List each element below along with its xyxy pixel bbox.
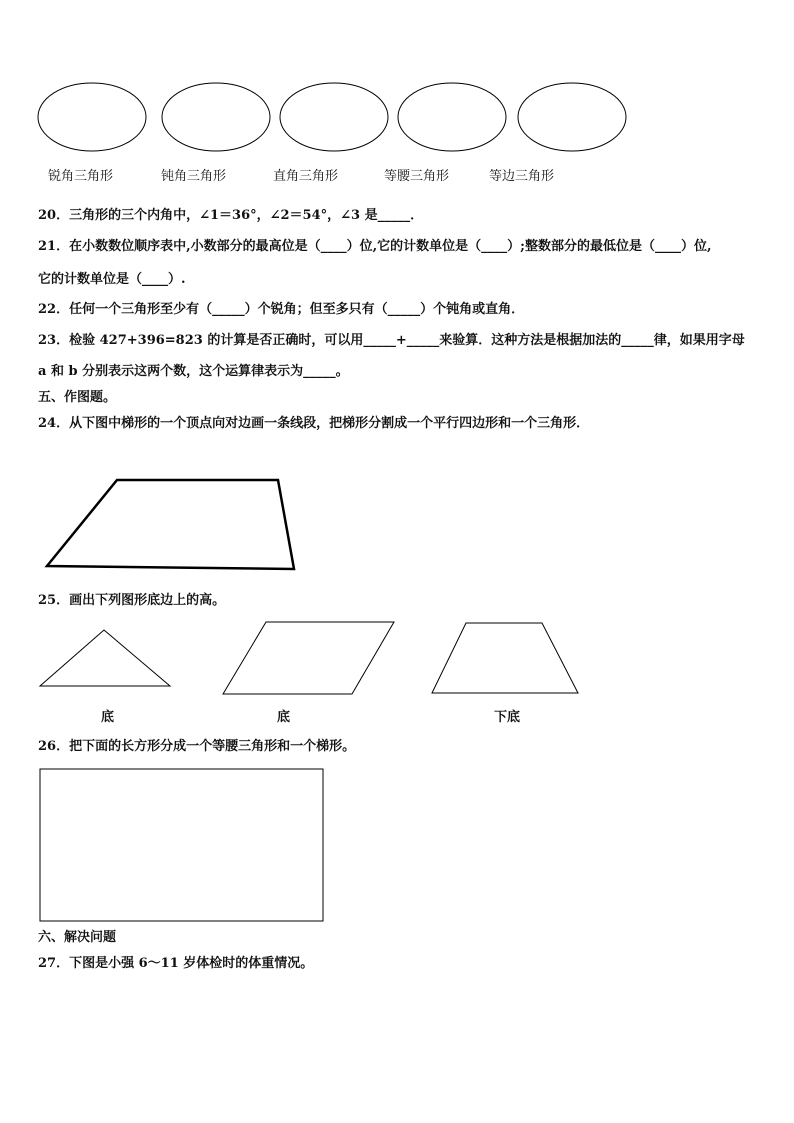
label-equilateral-triangle: 等边三角形 — [489, 169, 555, 184]
label-isosceles-triangle: 等腰三角形 — [384, 169, 450, 184]
question-27: 27．下图是小强 6～11 岁体检时的体重情况。 — [38, 956, 314, 971]
label-lower-base-trapezoid: 下底 — [494, 710, 521, 725]
label-right-triangle: 直角三角形 — [273, 169, 339, 184]
label-base-parallelogram: 底 — [277, 710, 291, 725]
q25-figures — [0, 615, 600, 700]
label-acute-triangle: 锐角三角形 — [48, 169, 114, 184]
question-21-line2: 它的计数单位是（____）. — [38, 272, 186, 287]
trapezoid-figure — [432, 623, 578, 693]
question-22: 22．任何一个三角形至少有（_____）个锐角；但至多只有（_____）个钝角或直角． — [38, 302, 525, 317]
trapezoid-q24 — [0, 470, 320, 580]
question-25: 25．画出下列图形底边上的高。 — [38, 593, 226, 608]
ellipse-obtuse — [162, 83, 270, 151]
section-5-heading: 五、作图题。 — [38, 390, 117, 405]
ellipse-isosceles — [398, 83, 506, 151]
label-obtuse-triangle: 钝角三角形 — [161, 169, 227, 184]
question-23-line2: a 和 b 分别表示这两个数，这个运算律表示为_____。 — [38, 364, 349, 379]
question-26: 26．把下面的长方形分成一个等腰三角形和一个梯形。 — [38, 739, 356, 754]
rectangle-q26 — [0, 760, 340, 930]
question-24: 24．从下图中梯形的一个顶点向对边画一条线段，把梯形分割成一个平行四边形和一个三角形． — [38, 416, 590, 431]
question-23-line1: 23．检验 427+396=823 的计算是否正确时，可以用_____+_____来验算．这种方法是根据加法的_____律，如果用字母 — [38, 333, 745, 348]
ellipse-right — [280, 83, 388, 151]
triangle-figure — [40, 630, 170, 686]
ellipse-equilateral — [518, 83, 626, 151]
question-21-line1: 21．在小数数位顺序表中,小数部分的最高位是（____）位,它的计数单位是（____）;整数部分的最低位是（____）位, — [38, 239, 712, 254]
ellipse-figures — [0, 0, 794, 160]
parallelogram-figure — [223, 622, 394, 694]
section-6-heading: 六、解决问题 — [38, 930, 117, 945]
ellipse-acute — [38, 83, 146, 151]
question-20: 20．三角形的三个内角中，∠1＝36°，∠2＝54°，∠3 是_____． — [38, 208, 424, 223]
label-base-triangle: 底 — [101, 710, 115, 725]
